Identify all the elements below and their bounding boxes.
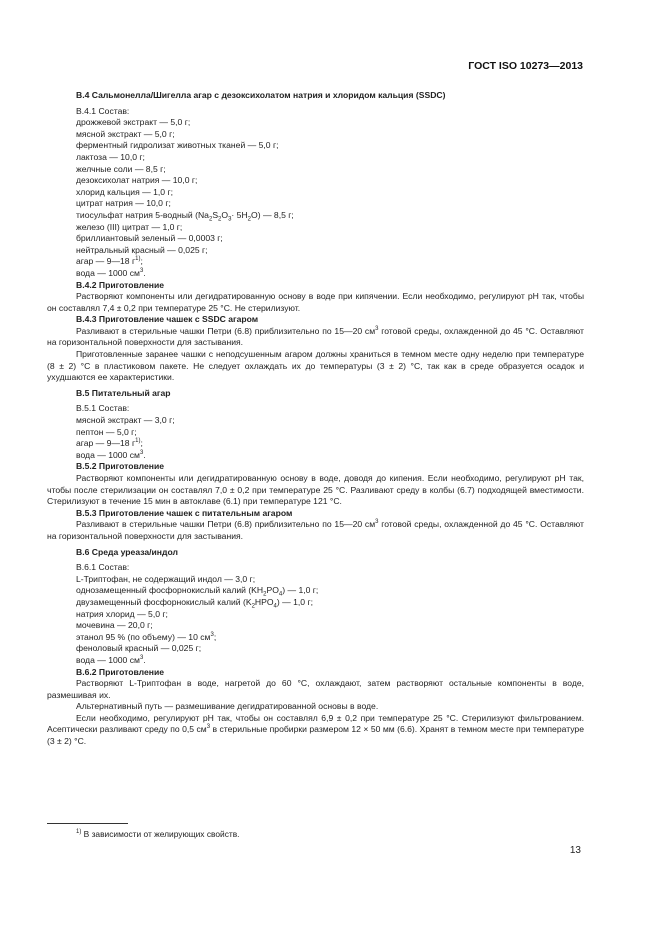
b5-plates-heading: В.5.3 Приготовление чашек с питательным агаром [76, 507, 293, 518]
b6-preparation-text-1: Растворяют L-Триптофан в воде, нагретой до 60 °С, охлаждают, затем растворяют остальные компоненты в воде, размешивая их. [47, 678, 584, 700]
list-item: натрия хлорид — 5,0 г; [76, 608, 168, 619]
list-item: пептон — 5,0 г; [76, 426, 137, 437]
list-item: дезоксихолат натрия — 10,0 г; [76, 175, 198, 186]
list-item: мясной экстракт — 3,0 г; [76, 415, 175, 426]
b6-preparation-text-3: Если необходимо, регулируют pH так, чтобы он составлял 6,9 ± 0,2 при температуре 25 °С. Стерилизуют фильтрованием. Асептически разливают среду по 0,5 $см^3$ в стерильные пробирки размером 12 × 50 мм (6.6). Хранят в темном месте при температуре (3 ± 2) °С. [47, 712, 584, 747]
list-item-agar: агар — 9—18 $г^{1)}$; [76, 438, 143, 449]
list-item: дрожжевой экстракт — 5,0 г; [76, 117, 191, 128]
list-item: ферментный гидролизат животных тканей — 5,0 г; [76, 140, 279, 151]
b5-preparation-text: Растворяют компоненты или дегидратированную основу в воде, доводя до кипения. Если необходимо, регулируют pH так, чтобы после стерилизации он составлял 7,0 ± 0,2 при температуре 25 °С. Разливают среду в колбы (6.7) подходящей вместимости. Стерилизуют в течение 15 мин в автоклаве (6.1) при температуре 121 °С. [47, 473, 584, 507]
list-item: мясной экстракт — 5,0 г; [76, 128, 175, 139]
b4-preparation-text: Растворяют компоненты или дегидратированную основу в воде при кипячении. Если необходимо, регулируют pH так, чтобы он составлял 7,4 ± 0,2 при температуре 25 °С. Не стерилизуют. [47, 291, 584, 313]
list-item: мочевина — 20,0 г; [76, 620, 153, 631]
list-item-agar: агар — 9—18 $г^{1)}$; [76, 256, 143, 267]
list-item: лактоза — 10,0 г; [76, 151, 145, 162]
b4-composition-heading: В.4.1 Состав: [76, 105, 130, 116]
b6-composition-heading: В.6.1 Состав: [76, 562, 130, 573]
list-item: феноловый красный — 0,025 г; [76, 643, 202, 654]
b6-preparation-text-2: Альтернативный путь — размешивание дегидратированной основы в воде. [76, 701, 379, 712]
section-b4-title: В.4 Сальмонелла/Шигелла агар с дезоксихолатом натрия и хлоридом кальция (SSDC) [76, 90, 446, 100]
b5-preparation-heading: В.5.2 Приготовление [76, 461, 165, 472]
footnote-divider [47, 823, 128, 824]
standard-header: ГОСТ ISO 10273—2013 [468, 60, 583, 72]
list-item: желчные соли — 8,5 г; [76, 163, 166, 174]
list-item: нейтральный красный — 0,025 г; [76, 244, 208, 255]
list-item-water: вода — 1000 $см^3$. [76, 449, 146, 460]
section-b5-title: В.5 Питательный агар [76, 387, 171, 398]
b5-plates-text: Разливают в стерильные чашки Петри (6.8) приблизительно по 15—20 $см^3$ готовой среды, охлажденной до 45 °С. Оставляют на горизонтальной поверхности для застывания. [47, 519, 584, 541]
section-b6-title: В.6 Среда уреаза/индол [76, 546, 178, 557]
b4-plates-storage-text: Приготовленные заранее чашки с неподсушенным агаром должны храниться в темном месте одну неделю при температуре (8 ± 2) °С в пластиковом пакете. Не следует охлаждать их до температуры (3 ± 2) °С, так как в среде образуется осадок и ухудшаются ее характеристики. [47, 349, 584, 383]
list-item: железо (III) цитрат — 1,0 г; [76, 221, 183, 232]
list-item: цитрат натрия — 10,0 г; [76, 198, 171, 209]
list-item: бриллиантовый зеленый — 0,0003 г; [76, 233, 223, 244]
list-item-water: вода — 1000 $см^3$. [76, 654, 146, 665]
list-item-k2hpo4: двузамещенный фосфорнокислый калий $(K_2HPO_4)$ — 1,0 г; [76, 596, 313, 610]
list-item-kh2po4: однозамещенный фосфорнокислый калий $(KH_2PO_4)$ — 1,0 г; [76, 585, 319, 599]
page-number: 13 [569, 845, 581, 856]
list-item-thiosulfate: тиосульфат натрия 5-водный $(Na_2S_2O_3\cdot 5H_2O)$ — 8,5 г; [76, 209, 294, 223]
document-body [47, 90, 584, 748]
b6-preparation-heading: В.6.2 Приготовление [76, 666, 165, 677]
b5-composition-heading: В.5.1 Состав: [76, 403, 130, 414]
list-item-water: вода — 1000 $см^3$. [76, 267, 146, 278]
b4-plates-text: Разливают в стерильные чашки Петри (6.8) приблизительно по 15—20 $см^3$ готовой среды, охлажденной до 45 °С. Оставляют на горизонтальной поверхности для застывания. [47, 325, 584, 348]
b4-preparation-heading: В.4.2 Приготовление [76, 279, 165, 290]
list-item-ethanol: этанол 95 % (по объему) — 10 $см^3$; [76, 631, 217, 642]
list-item: хлорид кальция — 1,0 г; [76, 186, 173, 197]
b4-plates-heading: В.4.3 Приготовление чашек с SSDC агаром [76, 314, 259, 325]
list-item: L-Триптофан, не содержащий индол — 3,0 г; [76, 573, 256, 584]
footnote: $^{1)}$ В зависимости от желирующих свойств. [76, 829, 240, 839]
